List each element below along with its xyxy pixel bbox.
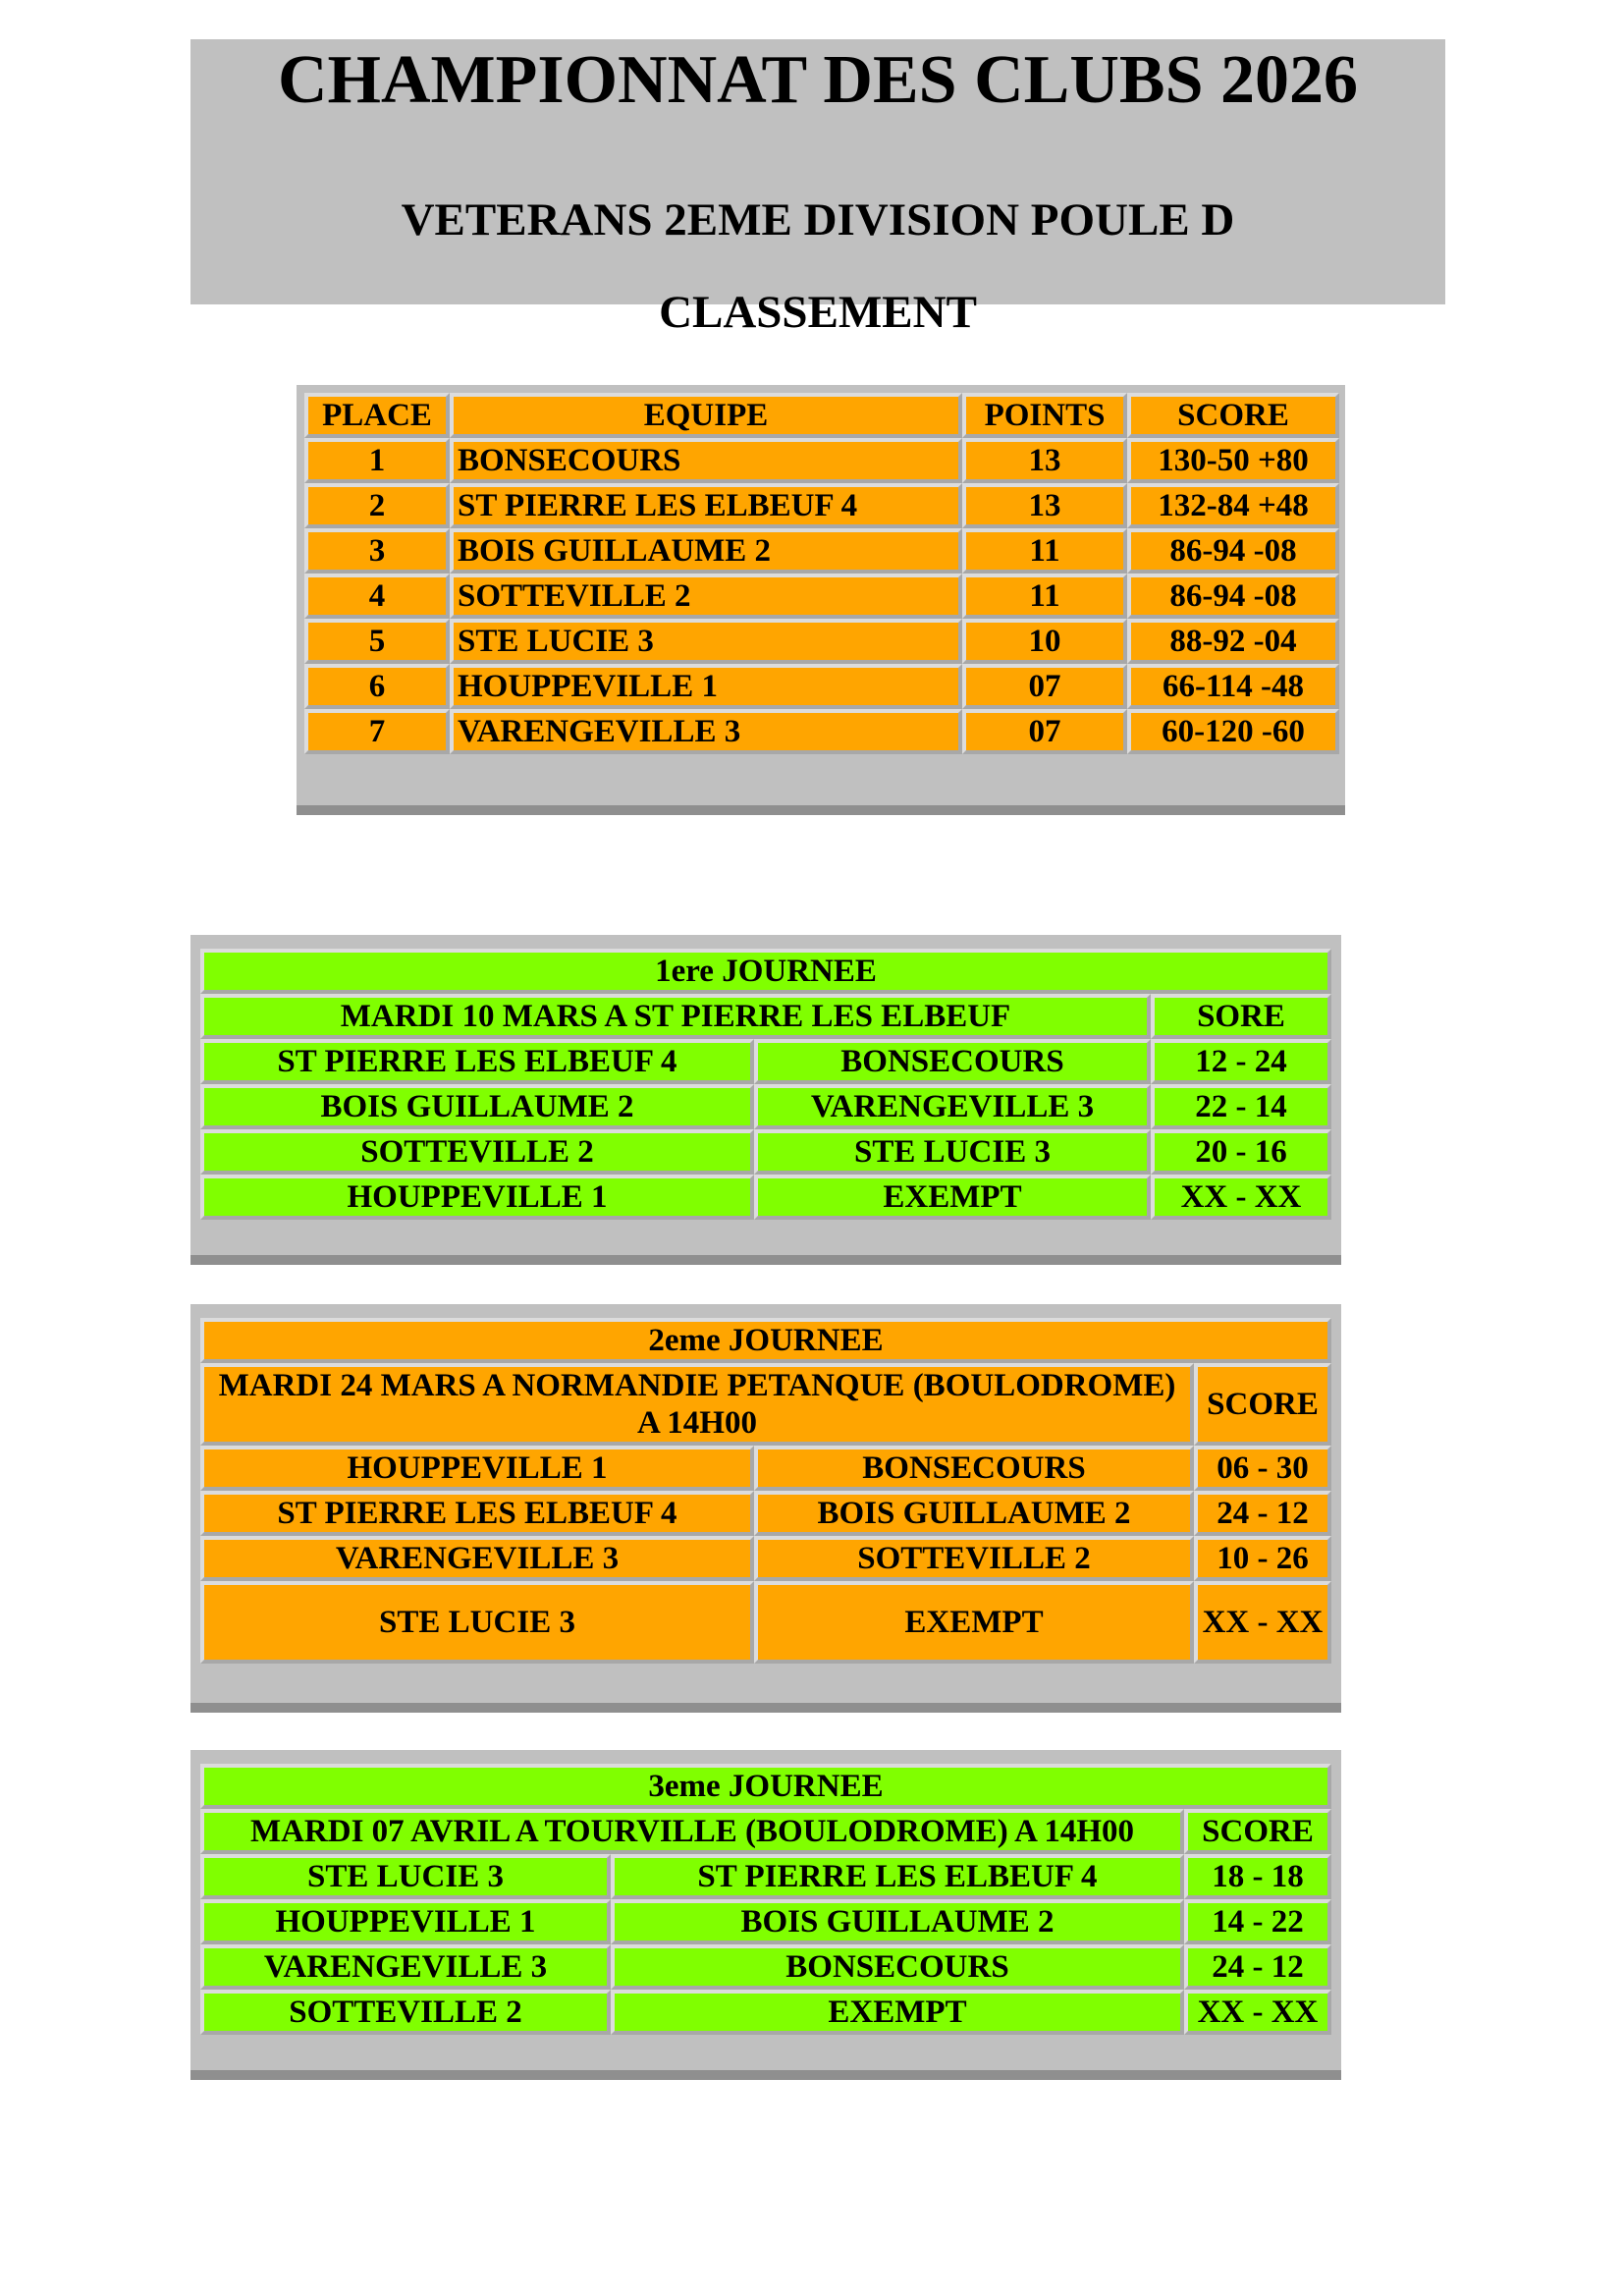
match-row bbox=[200, 1084, 1331, 1129]
points-cell: 07 bbox=[962, 709, 1127, 754]
round-info-row bbox=[200, 1809, 1331, 1854]
round-title-row bbox=[200, 1764, 1331, 1809]
round-info: MARDI 24 MARS A NORMANDIE PETANQUE (BOULODROME) A 14H00 bbox=[200, 1363, 1194, 1446]
score-cell: 86-94 -08 bbox=[1127, 574, 1339, 619]
match-row bbox=[200, 1536, 1331, 1581]
column-header: SCORE bbox=[1127, 393, 1339, 438]
match-score: XX - XX bbox=[1184, 1990, 1331, 2035]
table-shadow bbox=[190, 1703, 1341, 1713]
match-row bbox=[200, 1899, 1331, 1944]
standings-table-frame bbox=[297, 385, 1345, 815]
table-row bbox=[304, 709, 1339, 754]
table-row bbox=[304, 664, 1339, 709]
home-team: SOTTEVILLE 2 bbox=[200, 1990, 611, 2035]
place-cell: 7 bbox=[304, 709, 450, 754]
round-title: 2eme JOURNEE bbox=[200, 1318, 1331, 1363]
match-score: 10 - 26 bbox=[1194, 1536, 1331, 1581]
away-team: BONSECOURS bbox=[754, 1039, 1151, 1084]
match-row bbox=[200, 1581, 1331, 1664]
match-score: 24 - 12 bbox=[1184, 1944, 1331, 1990]
match-row bbox=[200, 1175, 1331, 1220]
home-team: BOIS GUILLAUME 2 bbox=[200, 1084, 754, 1129]
home-team: VARENGEVILLE 3 bbox=[200, 1536, 754, 1581]
team-cell: STE LUCIE 3 bbox=[450, 619, 962, 664]
match-score: XX - XX bbox=[1194, 1581, 1331, 1664]
team-cell: ST PIERRE LES ELBEUF 4 bbox=[450, 483, 962, 528]
score-header: SCORE bbox=[1184, 1809, 1331, 1854]
team-cell: HOUPPEVILLE 1 bbox=[450, 664, 962, 709]
page-header bbox=[190, 39, 1445, 338]
round-title-row bbox=[200, 1318, 1331, 1363]
table-row bbox=[304, 528, 1339, 574]
home-team: SOTTEVILLE 2 bbox=[200, 1129, 754, 1175]
away-team: EXEMPT bbox=[754, 1581, 1194, 1664]
home-team: HOUPPEVILLE 1 bbox=[200, 1175, 754, 1220]
score-header: SORE bbox=[1151, 994, 1331, 1039]
round-title-row bbox=[200, 949, 1331, 994]
match-score: 14 - 22 bbox=[1184, 1899, 1331, 1944]
away-team: BOIS GUILLAUME 2 bbox=[754, 1491, 1194, 1536]
away-team: ST PIERRE LES ELBEUF 4 bbox=[611, 1854, 1184, 1899]
match-score: 22 - 14 bbox=[1151, 1084, 1331, 1129]
points-cell: 13 bbox=[962, 438, 1127, 483]
match-row bbox=[200, 1446, 1331, 1491]
round-title: 1ere JOURNEE bbox=[200, 949, 1331, 994]
match-score: 18 - 18 bbox=[1184, 1854, 1331, 1899]
place-cell: 5 bbox=[304, 619, 450, 664]
away-team: BONSECOURS bbox=[611, 1944, 1184, 1990]
match-score: XX - XX bbox=[1151, 1175, 1331, 1220]
points-cell: 13 bbox=[962, 483, 1127, 528]
column-header: PLACE bbox=[304, 393, 450, 438]
round-2-frame bbox=[190, 1304, 1341, 1713]
place-cell: 3 bbox=[304, 528, 450, 574]
page-title: CHAMPIONNAT DES CLUBS 2026 bbox=[277, 42, 1359, 118]
points-cell: 11 bbox=[962, 528, 1127, 574]
away-team: BONSECOURS bbox=[754, 1446, 1194, 1491]
round-info: MARDI 07 AVRIL A TOURVILLE (BOULODROME) A 14H00 bbox=[200, 1809, 1184, 1854]
place-cell: 6 bbox=[304, 664, 450, 709]
score-cell: 88-92 -04 bbox=[1127, 619, 1339, 664]
round-1-frame bbox=[190, 935, 1341, 1265]
match-score: 20 - 16 bbox=[1151, 1129, 1331, 1175]
score-cell: 130-50 +80 bbox=[1127, 438, 1339, 483]
match-row bbox=[200, 1944, 1331, 1990]
table-row bbox=[304, 483, 1339, 528]
table-shadow bbox=[297, 805, 1345, 815]
table-row bbox=[304, 619, 1339, 664]
home-team: ST PIERRE LES ELBEUF 4 bbox=[200, 1491, 754, 1536]
away-team: VARENGEVILLE 3 bbox=[754, 1084, 1151, 1129]
away-team: BOIS GUILLAUME 2 bbox=[611, 1899, 1184, 1944]
match-row bbox=[200, 1039, 1331, 1084]
home-team: VARENGEVILLE 3 bbox=[200, 1944, 611, 1990]
points-cell: 07 bbox=[962, 664, 1127, 709]
section-title: CLASSEMENT bbox=[659, 287, 977, 338]
round-title: 3eme JOURNEE bbox=[200, 1764, 1331, 1809]
table-header-row bbox=[304, 393, 1339, 438]
table-shadow bbox=[190, 2070, 1341, 2080]
team-cell: SOTTEVILLE 2 bbox=[450, 574, 962, 619]
match-row bbox=[200, 1854, 1331, 1899]
column-header: EQUIPE bbox=[450, 393, 962, 438]
score-cell: 132-84 +48 bbox=[1127, 483, 1339, 528]
table-shadow bbox=[190, 1255, 1341, 1265]
table-row bbox=[304, 574, 1339, 619]
round-3-table bbox=[200, 1764, 1331, 2035]
away-team: EXEMPT bbox=[754, 1175, 1151, 1220]
score-cell: 60-120 -60 bbox=[1127, 709, 1339, 754]
score-cell: 86-94 -08 bbox=[1127, 528, 1339, 574]
place-cell: 4 bbox=[304, 574, 450, 619]
round-info: MARDI 10 MARS A ST PIERRE LES ELBEUF bbox=[200, 994, 1151, 1039]
score-header: SCORE bbox=[1194, 1363, 1331, 1446]
home-team: ST PIERRE LES ELBEUF 4 bbox=[200, 1039, 754, 1084]
table-row bbox=[304, 438, 1339, 483]
team-cell: BOIS GUILLAUME 2 bbox=[450, 528, 962, 574]
match-score: 06 - 30 bbox=[1194, 1446, 1331, 1491]
place-cell: 1 bbox=[304, 438, 450, 483]
team-cell: BONSECOURS bbox=[450, 438, 962, 483]
team-cell: VARENGEVILLE 3 bbox=[450, 709, 962, 754]
home-team: STE LUCIE 3 bbox=[200, 1581, 754, 1664]
standings-table bbox=[304, 393, 1339, 754]
place-cell: 2 bbox=[304, 483, 450, 528]
away-team: SOTTEVILLE 2 bbox=[754, 1536, 1194, 1581]
home-team: HOUPPEVILLE 1 bbox=[200, 1446, 754, 1491]
away-team: STE LUCIE 3 bbox=[754, 1129, 1151, 1175]
home-team: STE LUCIE 3 bbox=[200, 1854, 611, 1899]
round-1-table bbox=[200, 949, 1331, 1220]
points-cell: 11 bbox=[962, 574, 1127, 619]
match-score: 24 - 12 bbox=[1194, 1491, 1331, 1536]
match-row bbox=[200, 1491, 1331, 1536]
round-info-row bbox=[200, 994, 1331, 1039]
round-info-row bbox=[200, 1363, 1331, 1446]
score-cell: 66-114 -48 bbox=[1127, 664, 1339, 709]
match-score: 12 - 24 bbox=[1151, 1039, 1331, 1084]
round-2-table bbox=[200, 1318, 1331, 1664]
match-row bbox=[200, 1990, 1331, 2035]
points-cell: 10 bbox=[962, 619, 1127, 664]
home-team: HOUPPEVILLE 1 bbox=[200, 1899, 611, 1944]
match-row bbox=[200, 1129, 1331, 1175]
page-subtitle: VETERANS 2EME DIVISION POULE D bbox=[401, 194, 1235, 246]
column-header: POINTS bbox=[962, 393, 1127, 438]
away-team: EXEMPT bbox=[611, 1990, 1184, 2035]
round-3-frame bbox=[190, 1750, 1341, 2080]
